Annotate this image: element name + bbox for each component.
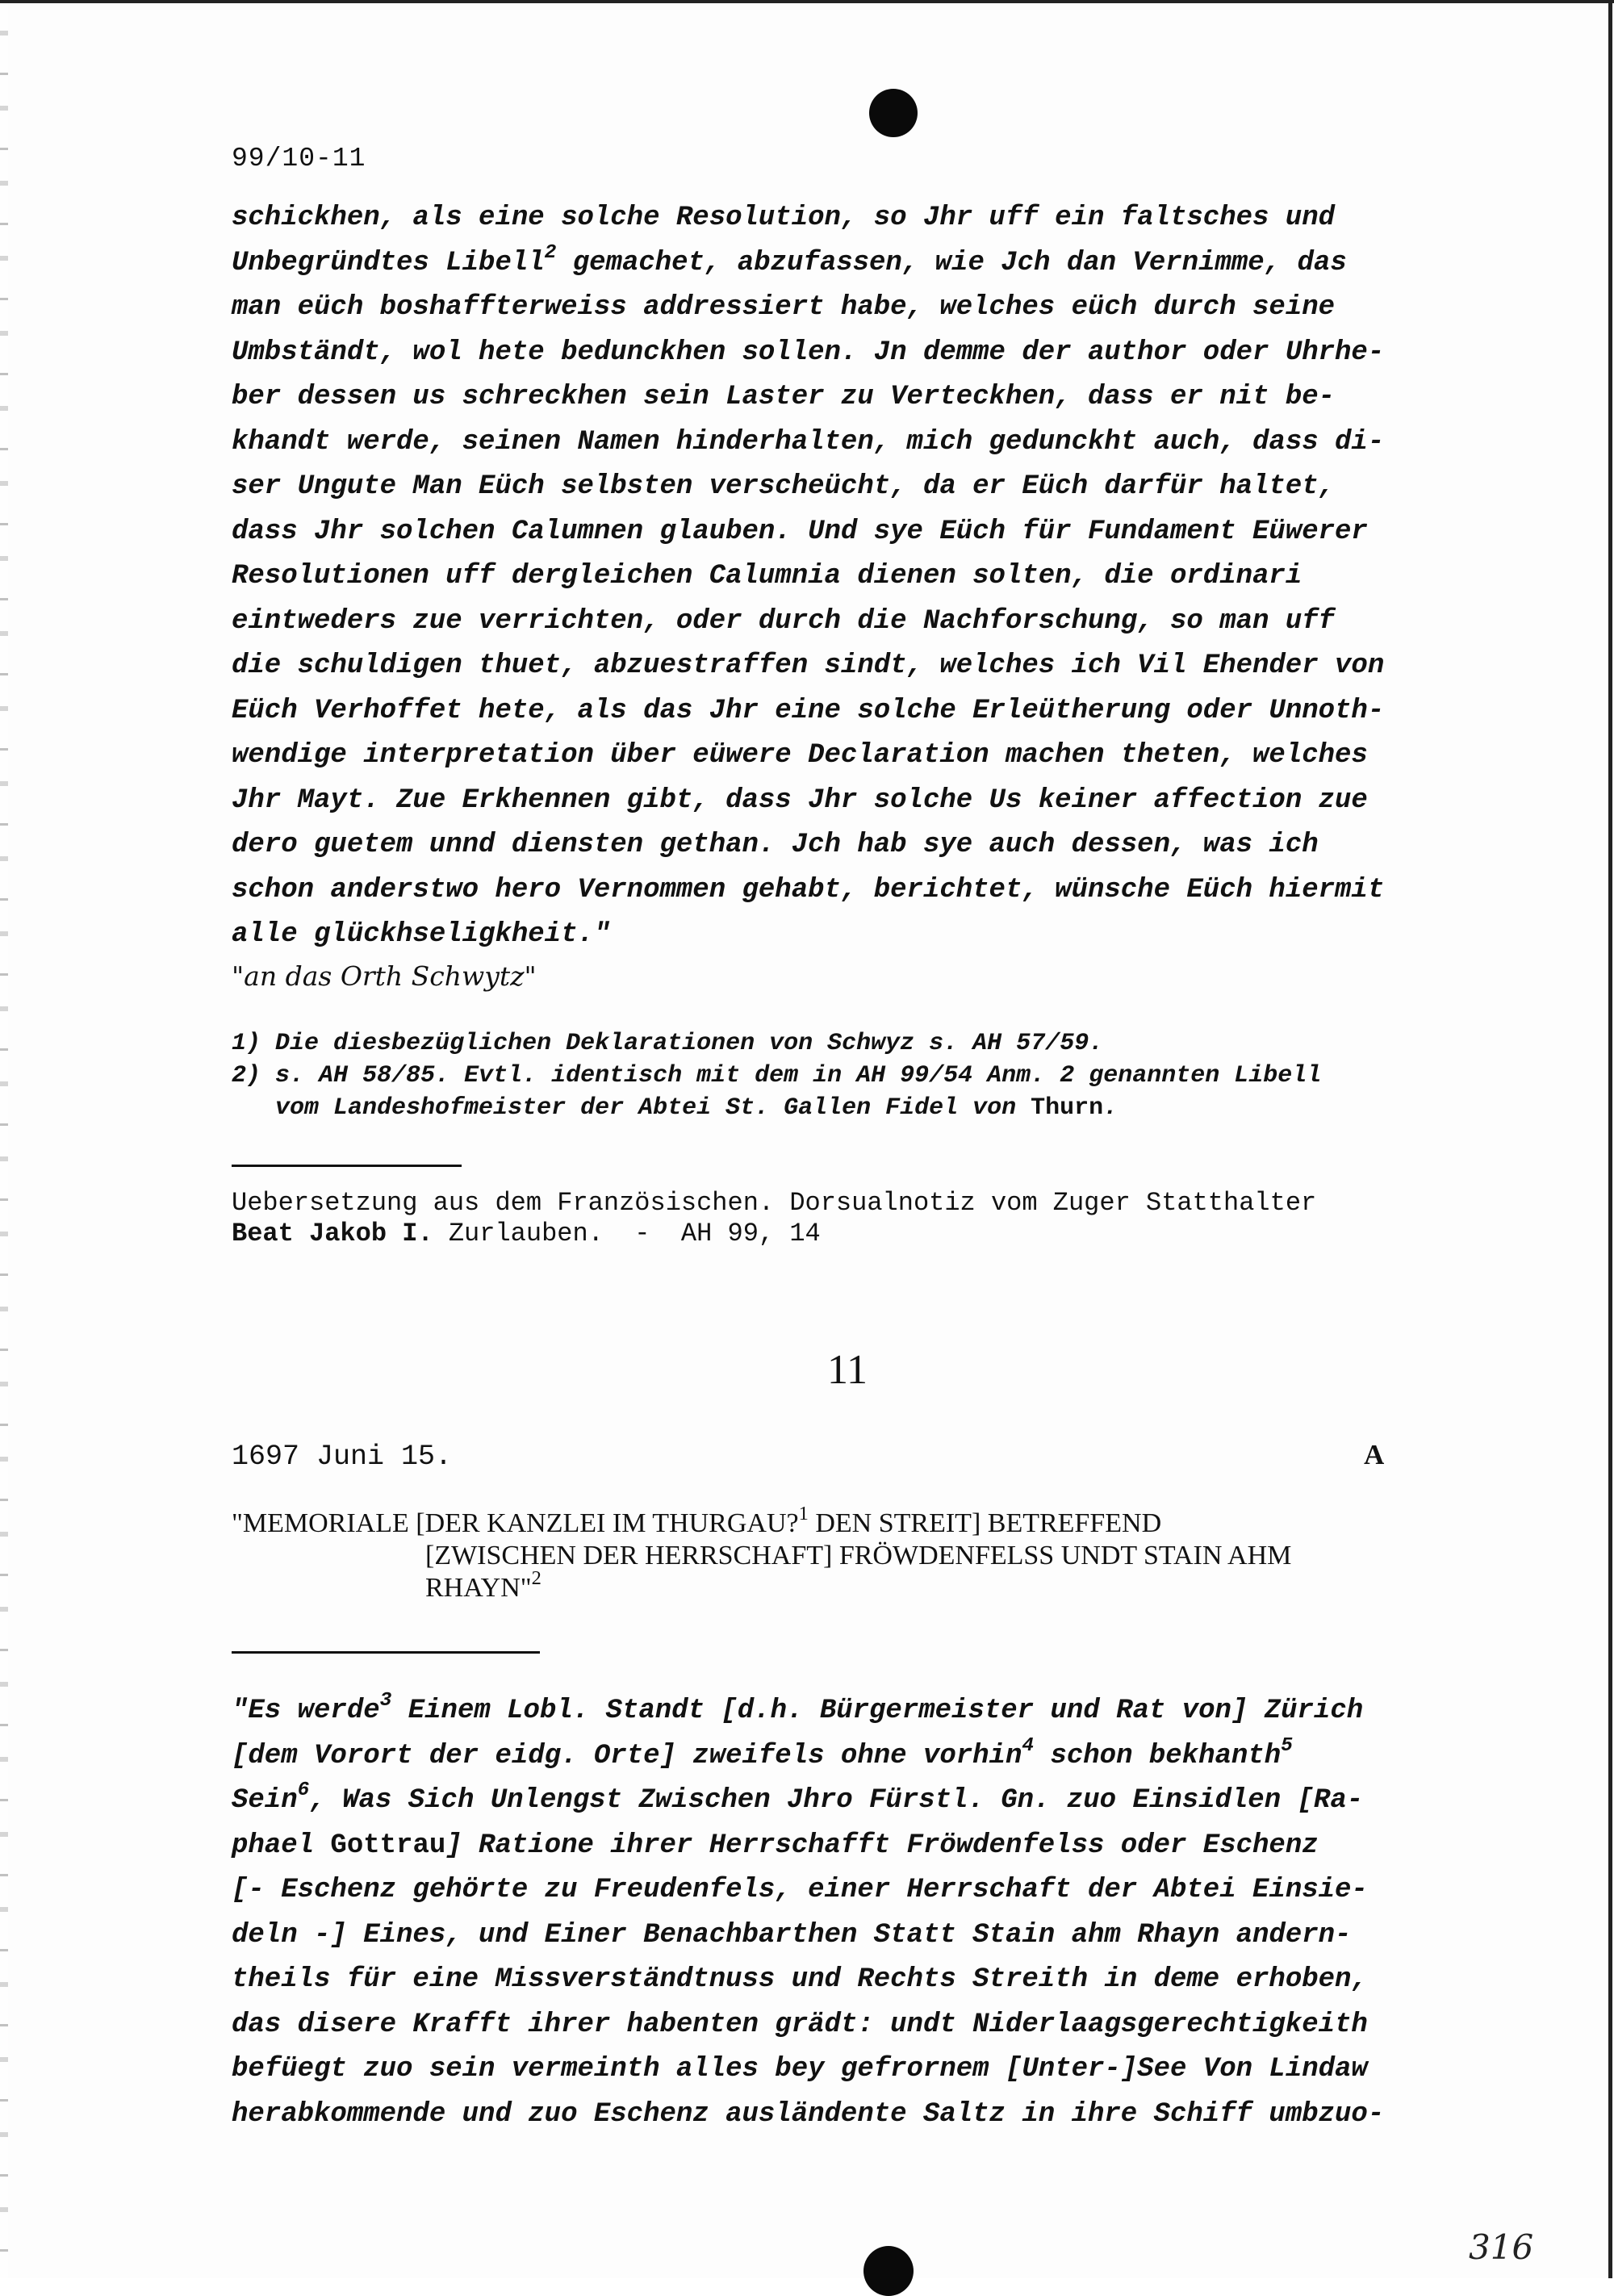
letter-line: dass Jhr solchen Calumnen glauben. Und sye Eüch für Fundament Eüwerer [232,516,1368,547]
memorial-line-text: Einem Lobl. Standt [d.h. Bürgermeister und Rat von] Zürich [391,1696,1364,1726]
footnote [232,1060,1474,1092]
footnote-text: vom Landeshofmeister der Abtei St. Gallen Fidel von [275,1094,1031,1122]
footnote-ref: 3 [379,1690,392,1713]
document-title [232,1503,1474,1604]
letter-line: Resolutionen uff dergleichen Calumnia dienen solten, die ordinari [232,561,1302,592]
memorial-line: das disere Krafft ihrer habenten grädt: undt Niderlaagsgerechtigkeith [232,2009,1368,2040]
letter-line: man eüch boshaffterweiss addressiert habe, welches eüch durch seine [232,292,1336,323]
footnote-text: Die diesbezüglichen Deklarationen von Schwyz s. AH 57/59. [275,1030,1104,1057]
memorial-line-text: , Was Sich Unlengst Zwischen Jhro Fürstl. Gn. zuo Einsidlen [Ra- [309,1785,1364,1816]
editorial-note [232,1188,1474,1249]
letter-text [232,196,1474,958]
document-tag: A [1364,1439,1385,1470]
memorial-line-text: phael [232,1830,331,1861]
letter-line-text: Unbegründtes Libell [232,247,545,278]
separator-rule [232,1165,462,1167]
letter-line: wendige interpretation über eüwere Declaration machen theten, welches [232,740,1368,771]
letter-line: ser Ungute Man Eüch selbsten verscheücht, da er Eüch darfür haltet, [232,471,1336,502]
person-name: Beat Jakob I. [232,1219,433,1248]
footnote-number: 2) [232,1062,261,1089]
memorial-line [232,1734,1474,1780]
footnote-ref: 2 [531,1567,541,1590]
memorial-line-text: "Es werde [232,1696,380,1726]
letter-line: Umbständt, wol hete bedunckhen sollen. Jn demme der author oder Uhrhe- [232,337,1385,368]
letter-line: dero guetem unnd diensten gethan. Jch hab sye auch dessen, was ich [232,830,1319,860]
memorial-line-text: schon bekhanth [1034,1740,1282,1771]
footnote-text: . [1103,1094,1119,1122]
memorial-line: befüegt zuo sein vermeinth alles bey gefrornem [Unter-]See Von Lindaw [232,2054,1368,2085]
footnote-ref: 2 [544,241,557,264]
memorial-line-text: [dem Vorort der eidg. Orte] zweifels ohne vorhin [232,1740,1022,1771]
title-line [232,1567,1474,1604]
memorial-line: [- Eschenz gehörte zu Freudenfels, einer Herrschaft der Abtei Einsie- [232,1875,1368,1905]
footnote-ref: 1 [798,1503,809,1525]
memorial-line: deln -] Eines, und Einer Benachbarthen Statt Stain ahm Rhayn andern- [232,1919,1352,1951]
document-number: 11 [826,1347,868,1393]
note-line-text: Zurlauben. - AH 99, 14 [433,1219,821,1248]
document-date: 1697 Juni 15. [232,1441,453,1473]
letter-line: ber dessen us schreckhen sein Laster zu Verteckhen, dass er nit be- [232,382,1336,412]
memorial-line-text: Sein [232,1785,298,1816]
footnote [232,1027,1474,1060]
letter-line: eintweders zue verrichten, oder durch die Nachforschung, so man uff [232,605,1336,637]
letter-line: schickhen, als eine solche Resolution, so Jhr uff ein faltsches und [232,203,1336,233]
letter-line-text: gemachet, abzufassen, wie Jch dan Vernimme, das [556,247,1347,278]
letter-line: die schuldigen thuet, abzuestraffen sindt, welches ich Vil Ehender von [232,650,1385,681]
memorial-line: herabkommende und zuo Eschenz ausländente Saltz in ihre Schiff umbzuo- [232,2098,1385,2130]
letter-line: Eüch Verhoffet hete, als das Jhr eine solche Erleütherung oder Unnoth- [232,695,1385,726]
punch-hole-bottom [863,2246,914,2296]
memorial-text [232,1689,1474,2137]
person-name: Gottrau [330,1830,446,1861]
letter-line: Jhr Mayt. Zue Erkhennen gibt, dass Jhr solche Us keiner affection zue [232,784,1368,816]
letter-line: schon anderstwo hero Vernommen gehabt, berichtet, wünsche Eüch hiermit [232,874,1385,905]
note-line [232,1219,1474,1249]
footnote-continuation [232,1092,1474,1124]
person-name: Thurn [1031,1094,1104,1122]
memorial-line [232,1779,1474,1824]
memorial-line [232,1824,1474,1869]
page-reference: 99/10-11 [232,144,366,174]
scan-edge [0,0,8,2278]
memorial-line-text: ] Ratione ihrer Herrschafft Fröwdenfelss oder Eschenz [445,1830,1319,1861]
title-text: "MEMORIALE [DER KANZLEI IM THURGAU? [232,1508,799,1538]
letter-address: "an das Orth Schwytz" [232,960,537,992]
letter-line: alle glückhseligkheit." [232,919,611,950]
title-text: RHAYN" [425,1573,532,1603]
title-text: [ZWISCHEN DER HERRSCHAFT] FRÖWDENFELSS UNDT STAIN AHM [425,1541,1292,1570]
note-line: Uebersetzung aus dem Französischen. Dorsualnotiz vom Zuger Statthalter [232,1188,1317,1218]
footnote-ref: 4 [1022,1734,1035,1757]
footnotes [232,1027,1474,1124]
title-line [232,1540,1474,1572]
handwritten-page-number: 316 [1469,2227,1534,2267]
title-text: DEN STREIT] BETREFFEND [808,1508,1162,1538]
memorial-line [232,1689,1474,1734]
footnote-ref: 6 [297,1780,310,1802]
letter-line: khandt werde, seinen Namen hinderhalten, mich gedunckht auch, dass di- [232,426,1385,458]
footnote-text: s. AH 58/85. Evtl. identisch mit dem in AH 99/54 Anm. 2 genannten Libell [275,1062,1322,1089]
memorial-line: theils für eine Missverständtnuss und Rechts Streith in deme erhoben, [232,1964,1368,1995]
page-border-right [1608,0,1612,2278]
letter-line [232,241,1474,286]
page-border-top [0,0,1614,3]
title-line [232,1503,1474,1540]
punch-hole-top [869,89,918,137]
footnote-number: 1) [232,1030,261,1057]
footnote-ref: 5 [1281,1734,1293,1757]
separator-rule [232,1651,540,1654]
